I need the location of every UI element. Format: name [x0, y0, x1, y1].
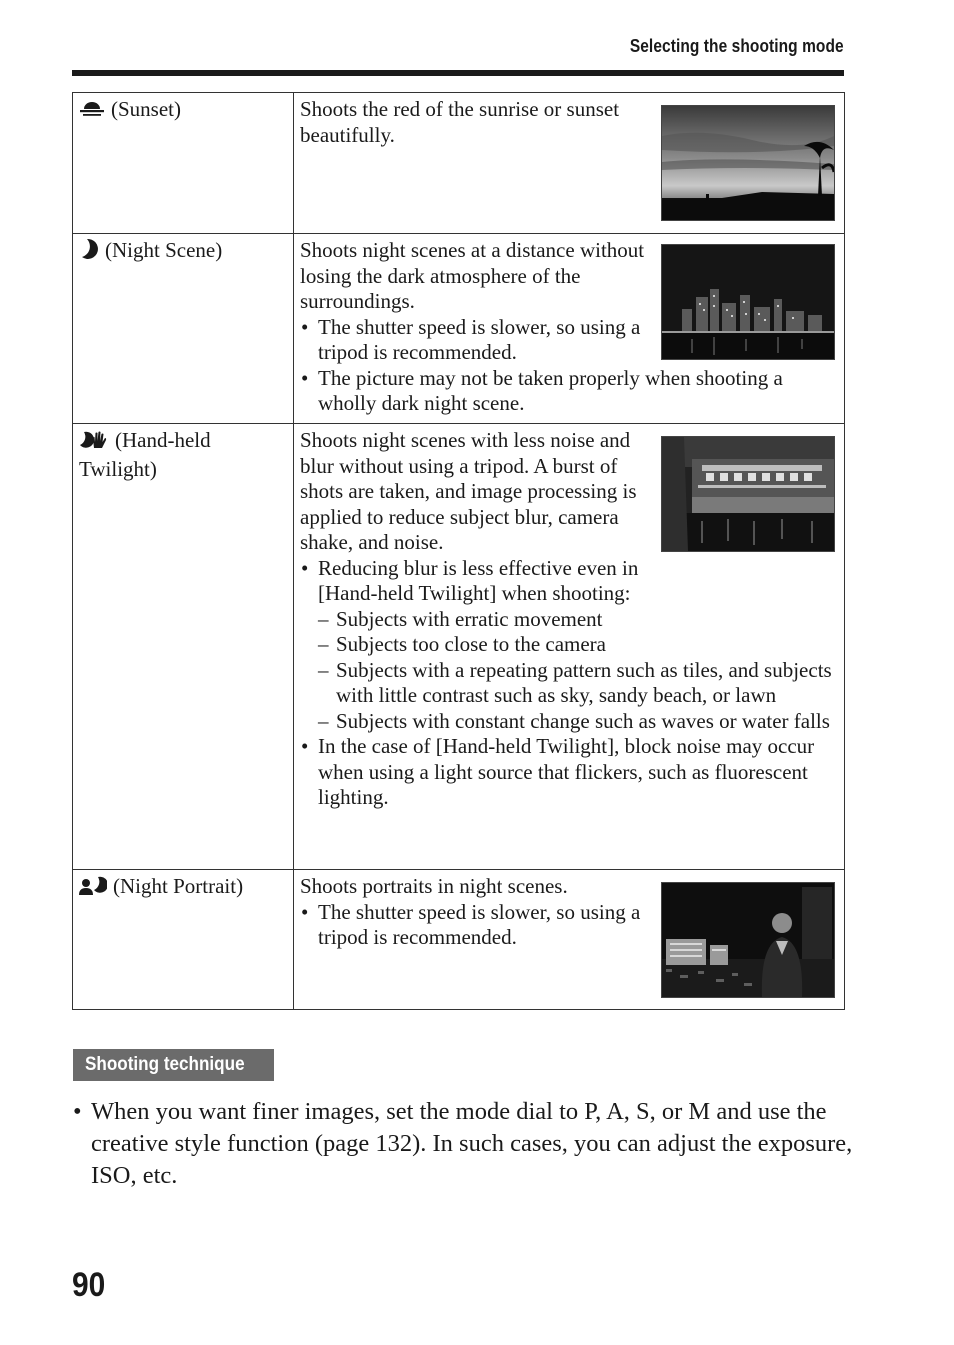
mode-description-cell: [294, 93, 845, 234]
mode-description: Shoots portraits in night scenes.: [300, 874, 568, 898]
mode-description-cell: [294, 424, 845, 870]
sub-list-item: – Subjects with a repeating pattern such as tiles, and subjects with little contrast such as sky, sandy beach, or lawn: [318, 658, 836, 709]
shooting-technique-heading: [73, 1049, 274, 1081]
bullet-list: [300, 556, 836, 811]
running-head: Selecting the shooting mode: [630, 36, 844, 56]
night-portrait-icon: [79, 876, 107, 903]
mode-name-cell: [73, 870, 294, 1010]
mode-description-cell: [294, 870, 845, 1010]
night-scene-moon-icon: [79, 238, 99, 267]
list-item: • The picture may not be taken properly when shooting a wholly dark night scene.: [300, 366, 836, 417]
table-row-hand-held-twilight: [73, 424, 845, 870]
table-row-night-portrait: [73, 870, 845, 1010]
mode-name-cell: [73, 424, 294, 870]
page-number: 90: [72, 1266, 106, 1304]
header-rule: [72, 70, 844, 76]
list-item: • In the case of [Hand-held Twilight], block noise may occur when using a light source that flickers, such as fluorescent lighting.: [300, 734, 836, 811]
mode-description: Shoots night scenes at a distance without losing the dark atmosphere of the surroundings.: [300, 238, 645, 313]
mode-description: Shoots the red of the sunrise or sunset beautifully.: [300, 97, 620, 147]
shooting-technique-label: Shooting technique: [85, 1054, 245, 1075]
table-row-sunset: [73, 93, 845, 234]
sub-list-item: – Subjects too close to the camera: [318, 632, 836, 658]
list-item-text: Reducing blur is less effective even in [Hand-held Twilight] when shooting:: [318, 555, 639, 605]
mode-name-hand-held-twilight: (Hand-held Twilight): [79, 428, 211, 481]
mode-name-cell: [73, 93, 294, 234]
list-item: • The shutter speed is slower, so using a tripod is recommended.: [300, 900, 836, 951]
sub-list-item: – Subjects with erratic movement: [318, 607, 836, 633]
mode-name-cell: [73, 234, 294, 424]
bullet-list: [300, 900, 836, 951]
sub-list: [318, 607, 836, 735]
bullet-list: [300, 315, 836, 417]
scene-mode-table: [72, 92, 845, 1010]
list-item: [300, 556, 836, 735]
mode-name-night-scene: (Night Scene): [105, 238, 223, 262]
hand-held-twilight-icon: [79, 430, 109, 457]
sunset-icon: [79, 100, 105, 126]
sunset-photo: [661, 105, 835, 221]
shooting-technique-tip: • When you want finer images, set the mode dial to P, A, S, or M and use the creative style function (page 132). In such cases, you can adjust the exposure, ISO, etc.: [73, 1096, 861, 1192]
mode-description: Shoots night scenes with less noise and blur without using a tripod. A burst of shots are taken, and image processing is applied to reduce subject blur, camera shake, and noise.: [300, 428, 637, 554]
mode-name-night-portrait: (Night Portrait): [113, 874, 244, 898]
sub-list-item: – Subjects with constant change such as waves or water falls: [318, 709, 836, 735]
hand-held-twilight-photo: [661, 436, 835, 552]
table-row-night-scene: [73, 234, 845, 424]
mode-description-cell: [294, 234, 845, 424]
list-item: • The shutter speed is slower, so using a tripod is recommended.: [300, 315, 836, 366]
mode-name-sunset: (Sunset): [111, 97, 181, 121]
